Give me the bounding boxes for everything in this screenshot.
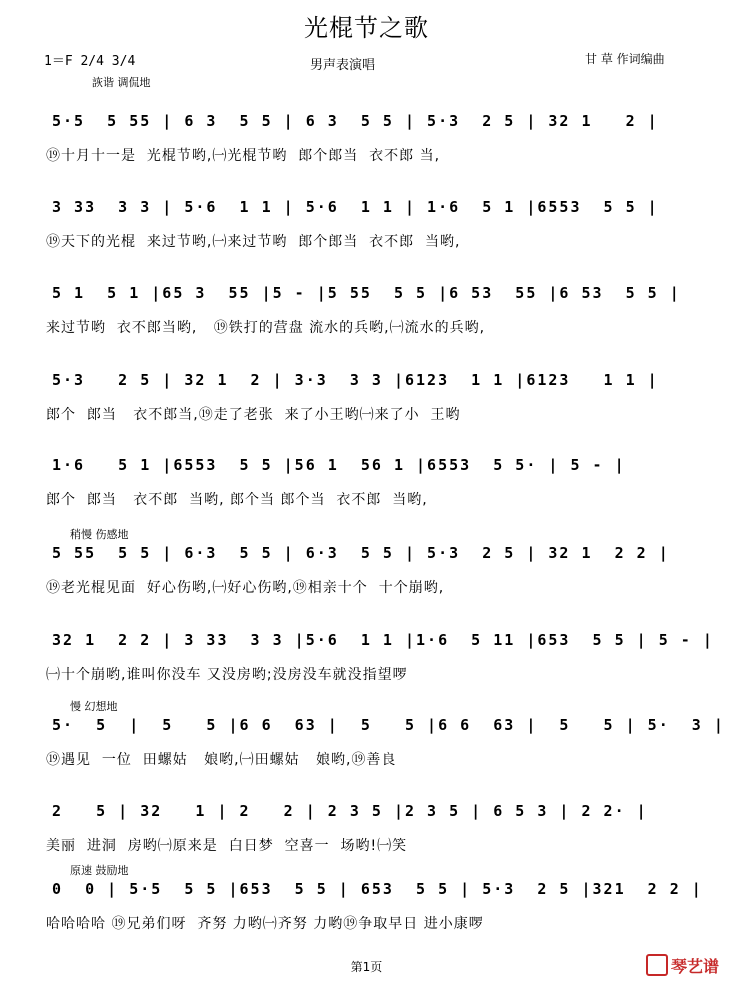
notation-line: 5· 5 | 5 5 |6 6 63 | 5 5 |6 6 63 | 5 5 | 5· 3 | <box>52 716 725 734</box>
lyrics-line: 哈哈哈哈 ⑲兄弟们呀 齐努 力哟㈠齐努 力哟⑲争取早日 进小康啰 <box>46 916 484 932</box>
lyrics-line: ⑲十月十一是 光棍节哟,㈠光棍节哟 郎个郎当 衣不郎 当, <box>46 148 441 164</box>
lyrics-line: 郎个 郎当 衣不郎当,⑲走了老张 来了小王哟㈠来了小 王哟 <box>46 407 461 423</box>
notation-line: 1·6 5 1 |6553 5 5 |56 1 56 1 |6553 5 5· | 5 - | <box>52 456 626 474</box>
score-row <box>0 617 733 707</box>
logo-text: 琴艺谱 <box>670 957 719 976</box>
score-row <box>0 270 733 360</box>
tempo-cue: 慢 幻想地 <box>70 700 118 713</box>
lyrics-line: ⑲老光棍见面 好心伤哟,㈠好心伤哟,⑲相亲十个 十个崩哟, <box>46 580 445 596</box>
lyrics-line: 美丽 进洞 房哟㈠原来是 白日梦 空喜一 场哟!㈠笑 <box>46 838 408 854</box>
style-note: 詼谐 调侃地 <box>92 76 151 89</box>
notation-line: 0 0 | 5·5 5 5 |653 5 5 | 653 5 5 | 5·3 2 5 |321 2 2 | <box>52 880 703 898</box>
notation-line: 5 55 5 5 | 6·3 5 5 | 6·3 5 5 | 5·3 2 5 | 32 1 2 2 | <box>52 544 670 562</box>
notation-line: 5 1 5 1 |65 3 55 |5 - |5 55 5 5 |6 53 55 |6 53 5 5 | <box>52 284 681 302</box>
key-signature: 1＝F 2/4 3/4 <box>44 54 136 69</box>
score-title: 光棍节之歌 <box>304 14 429 42</box>
logo-mark-icon <box>646 954 668 976</box>
page-number: 第1页 <box>350 960 383 974</box>
tempo-cue: 稍慢 伤感地 <box>70 528 129 541</box>
notation-line: 3 33 3 3 | 5·6 1 1 | 5·6 1 1 | 1·6 5 1 |6553 5 5 | <box>52 198 659 216</box>
notation-line: 5·5 5 55 | 6 3 5 5 | 6 3 5 5 | 5·3 2 5 | 32 1 2 | <box>52 112 659 130</box>
score-row <box>0 702 733 792</box>
score-row <box>0 530 733 620</box>
lyrics-line: ⑲遇见 一位 田螺姑 娘哟,㈠田螺姑 娘哟,⑲善良 <box>46 752 397 768</box>
score-row <box>0 98 733 188</box>
performer-label: 男声表演唱 <box>310 58 376 73</box>
author-credit: 甘 草 作词编曲 <box>585 52 665 66</box>
score-row <box>0 184 733 274</box>
lyrics-line: ㈠十个崩哟,谁叫你没车 又没房哟;没房没车就没指望啰 <box>46 667 408 683</box>
notation-line: 32 1 2 2 | 3 33 3 3 |5·6 1 1 |1·6 5 11 |653 5 5 | 5 - | <box>52 631 714 649</box>
notation-line: 2 5 | 32 1 | 2 2 | 2 3 5 |2 3 5 | 6 5 3 | 2 2· | <box>52 802 648 820</box>
score-row <box>0 866 733 956</box>
score-row <box>0 442 733 532</box>
score-row <box>0 357 733 447</box>
site-logo <box>646 954 719 977</box>
lyrics-line: 郎个 郎当 衣不郎 当哟, 郎个当 郎个当 衣不郎 当哟, <box>46 492 428 508</box>
lyrics-line: ⑲天下的光棍 来过节哟,㈠来过节哟 郎个郎当 衣不郎 当哟, <box>46 234 461 250</box>
notation-line: 5·3 2 5 | 32 1 2 | 3·3 3 3 |6123 1 1 |6123 1 1 | <box>52 371 659 389</box>
lyrics-line: 来过节哟 衣不郎当哟, ⑲铁打的营盘 流水的兵哟,㈠流水的兵哟, <box>46 320 486 336</box>
tempo-cue: 原速 鼓励地 <box>70 864 129 877</box>
